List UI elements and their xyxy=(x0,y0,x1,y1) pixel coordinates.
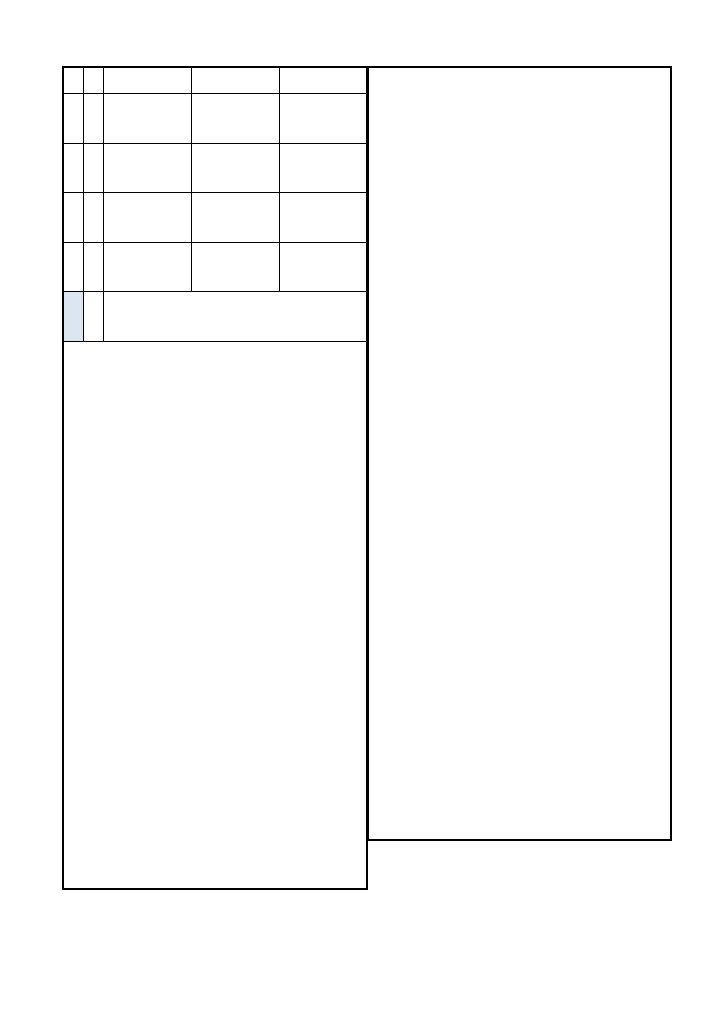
header-afternoon xyxy=(192,68,280,93)
header-morning xyxy=(104,68,192,93)
slot-morning xyxy=(104,94,192,143)
footer xyxy=(180,970,186,985)
table-row xyxy=(64,193,366,243)
weekday-cell xyxy=(84,292,104,341)
slot-night xyxy=(280,144,368,193)
slot-night xyxy=(280,193,368,242)
day-cell xyxy=(64,243,84,292)
table-row xyxy=(64,243,366,293)
day-cell xyxy=(64,193,84,242)
header-dow xyxy=(84,68,104,93)
slot-night xyxy=(280,243,368,292)
weekday-cell xyxy=(84,94,104,143)
table-row xyxy=(64,292,366,342)
schedule-table-right xyxy=(367,66,672,841)
header-day xyxy=(64,68,84,93)
weekday-cell xyxy=(84,144,104,193)
day-cell xyxy=(64,292,84,341)
slot-afternoon xyxy=(192,243,280,292)
table-row xyxy=(64,144,366,194)
slot-night xyxy=(280,94,368,143)
slot-morning xyxy=(104,193,192,242)
table-header xyxy=(64,68,366,94)
slot-afternoon xyxy=(192,144,280,193)
weekday-cell xyxy=(84,193,104,242)
header-night xyxy=(280,68,368,93)
day-cell xyxy=(64,144,84,193)
slot-afternoon xyxy=(192,94,280,143)
day-cell xyxy=(64,94,84,143)
table-row xyxy=(64,94,366,144)
slot-afternoon xyxy=(192,193,280,242)
weekday-cell xyxy=(84,243,104,292)
slot-morning xyxy=(104,144,192,193)
slot-morning xyxy=(104,243,192,292)
schedule-table-left xyxy=(62,66,368,890)
